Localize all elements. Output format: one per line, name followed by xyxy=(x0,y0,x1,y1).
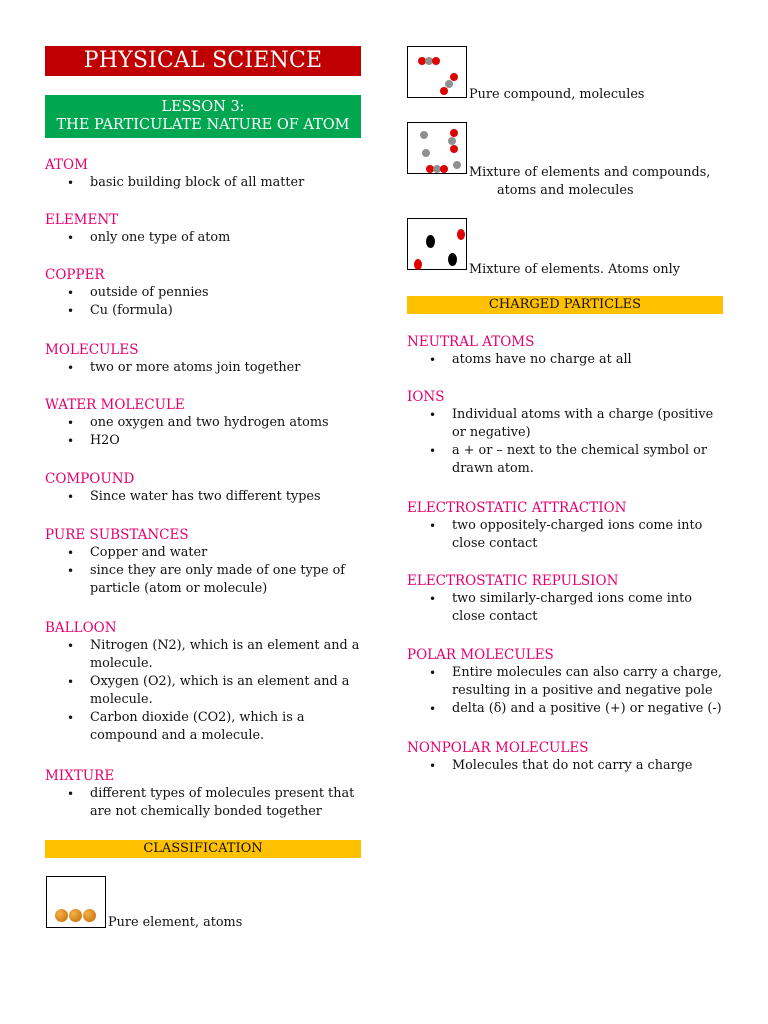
list-item-continued: molecule. xyxy=(90,656,153,671)
list-item-continued: resulting in a positive and negative pole xyxy=(452,683,713,698)
list-item: • Cu (formula) xyxy=(45,302,361,320)
section-heading: POLAR MOLECULES xyxy=(407,647,554,663)
list-item-continued: compound and a molecule. xyxy=(90,728,265,743)
list-item: • Since water has two different types xyxy=(45,488,361,506)
atom-red xyxy=(432,57,440,65)
atom-red xyxy=(414,259,422,270)
section-electrostatic-attraction xyxy=(407,499,723,553)
copper-atom xyxy=(83,909,96,922)
section-water-molecule xyxy=(45,396,361,450)
list-item-continued: molecule. xyxy=(90,692,153,707)
section-mixture xyxy=(45,767,361,821)
section-element xyxy=(45,211,361,247)
list-item: • two or more atoms join together xyxy=(45,359,361,377)
list-item: • different types of molecules present that xyxy=(45,785,361,803)
pure-element-caption: Pure element, atoms xyxy=(108,915,243,930)
section-heading: COPPER xyxy=(45,267,105,283)
pure-compound-diagram xyxy=(407,46,467,98)
section-electrostatic-repulsion xyxy=(407,572,723,626)
list-item-continued: close contact xyxy=(452,609,538,624)
section-polar-molecules xyxy=(407,646,723,718)
section-balloon xyxy=(45,619,361,745)
list-item: • Carbon dioxide (CO2), which is a xyxy=(45,709,361,727)
list-item: • Nitrogen (N2), which is an element and a xyxy=(45,637,361,655)
lesson-number: LESSON 3: xyxy=(161,99,245,115)
section-heading: PURE SUBSTANCES xyxy=(45,527,189,543)
atom-gray xyxy=(420,131,428,139)
section-heading: NEUTRAL ATOMS xyxy=(407,334,535,350)
list-item: • Entire molecules can also carry a charge, xyxy=(407,664,723,682)
section-pure-substances xyxy=(45,526,361,598)
mixture-compounds-diagram xyxy=(407,122,467,174)
list-item-continued: close contact xyxy=(452,536,538,551)
section-neutral-atoms xyxy=(407,333,723,369)
section-heading: BALLOON xyxy=(45,620,117,636)
section-copper xyxy=(45,266,361,320)
list-item-continued: particle (atom or molecule) xyxy=(90,581,268,596)
list-item: • basic building block of all matter xyxy=(45,174,361,192)
list-item-continued: drawn atom. xyxy=(452,461,534,476)
list-item: • since they are only made of one type of xyxy=(45,562,361,580)
atom-black xyxy=(426,235,435,248)
list-item: • H2O xyxy=(45,432,361,450)
list-item: • only one type of atom xyxy=(45,229,361,247)
section-heading: MOLECULES xyxy=(45,342,139,358)
atom-red xyxy=(457,229,465,240)
list-item: • two similarly-charged ions come into xyxy=(407,590,723,608)
lesson-title: THE PARTICULATE NATURE OF ATOM xyxy=(56,117,350,133)
section-heading: WATER MOLECULE xyxy=(45,397,185,413)
mixture-compounds-caption-line1: Mixture of elements and compounds, xyxy=(469,165,711,180)
atom-red xyxy=(440,87,448,95)
pure-compound-caption: Pure compound, molecules xyxy=(469,87,645,102)
section-ions xyxy=(407,388,723,478)
section-heading: ELECTROSTATIC REPULSION xyxy=(407,573,619,589)
mixture-elements-diagram xyxy=(407,218,467,270)
section-heading: MIXTURE xyxy=(45,768,115,784)
list-item: • Copper and water xyxy=(45,544,361,562)
mixture-compounds-caption-line2: atoms and molecules xyxy=(497,183,634,198)
charged-particles-bar: CHARGED PARTICLES xyxy=(407,296,723,314)
mixture-elements-caption: Mixture of elements. Atoms only xyxy=(469,262,680,277)
classification-bar: CLASSIFICATION xyxy=(45,840,361,858)
page-title: PHYSICAL SCIENCE xyxy=(45,46,361,76)
copper-atom xyxy=(55,909,68,922)
list-item: • Individual atoms with a charge (positive xyxy=(407,406,723,424)
section-heading: COMPOUND xyxy=(45,471,135,487)
section-heading: ELEMENT xyxy=(45,212,119,228)
list-item: • one oxygen and two hydrogen atoms xyxy=(45,414,361,432)
section-heading: IONS xyxy=(407,389,445,405)
section-atom xyxy=(45,156,361,192)
section-heading: NONPOLAR MOLECULES xyxy=(407,740,589,756)
copper-atom xyxy=(69,909,82,922)
list-item: • outside of pennies xyxy=(45,284,361,302)
section-heading: ELECTROSTATIC ATTRACTION xyxy=(407,500,627,516)
atom-red xyxy=(450,145,458,153)
pure-element-diagram xyxy=(46,876,106,928)
list-item: • delta (δ) and a positive (+) or negative (-) xyxy=(407,700,723,718)
lesson-banner xyxy=(45,95,361,138)
atom-black xyxy=(448,253,457,266)
atom-gray xyxy=(453,161,461,169)
section-heading: ATOM xyxy=(45,157,88,173)
list-item: • Molecules that do not carry a charge xyxy=(407,757,723,775)
list-item: • a + or – next to the chemical symbol or xyxy=(407,442,723,460)
atom-red xyxy=(440,165,448,173)
list-item-continued: are not chemically bonded together xyxy=(90,804,322,819)
section-molecules xyxy=(45,341,361,377)
section-compound xyxy=(45,470,361,506)
list-item: • two oppositely-charged ions come into xyxy=(407,517,723,535)
atom-red xyxy=(450,129,458,137)
atom-gray xyxy=(422,149,430,157)
list-item: • Oxygen (O2), which is an element and a xyxy=(45,673,361,691)
list-item: • atoms have no charge at all xyxy=(407,351,723,369)
section-nonpolar-molecules xyxy=(407,739,723,775)
atom-gray xyxy=(448,137,456,145)
list-item-continued: or negative) xyxy=(452,425,531,440)
